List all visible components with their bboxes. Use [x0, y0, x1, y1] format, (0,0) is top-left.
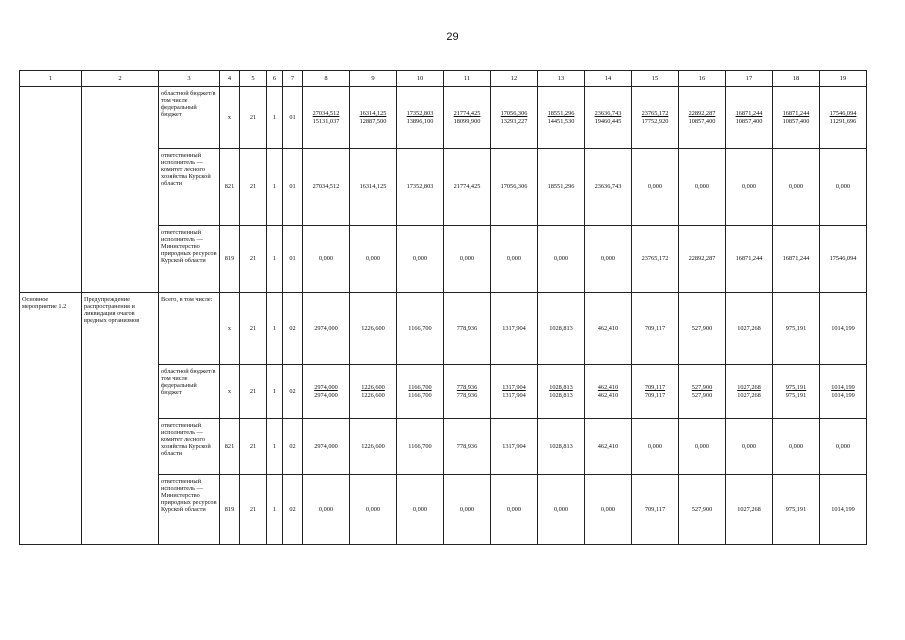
value-line: 17352,803 — [406, 183, 434, 191]
value-cell — [397, 87, 444, 149]
value-line: 16871,244 — [782, 255, 810, 263]
value-cell — [444, 365, 491, 419]
value-line: 10857,400 — [782, 117, 810, 125]
value-cell — [538, 293, 585, 365]
column-header: 12 — [491, 71, 538, 87]
funding-source-label: ответственный исполнитель — комитет лесного хозяйства Курской области — [159, 149, 220, 226]
column-header: 10 — [397, 71, 444, 87]
value-cell — [538, 365, 585, 419]
value-line: 1027,268 — [737, 384, 761, 392]
value-cell — [397, 149, 444, 226]
value-line: 1226,600 — [361, 442, 385, 450]
value-cell — [538, 226, 585, 293]
value-line: 2974,000 — [314, 442, 338, 450]
value-cell — [538, 475, 585, 545]
value-cell — [444, 475, 491, 545]
value-line: 1028,813 — [549, 384, 573, 392]
value-cell — [632, 475, 679, 545]
value-cell — [773, 293, 820, 365]
value-cell — [679, 226, 726, 293]
table-header-row — [20, 71, 867, 87]
column-header: 19 — [820, 71, 867, 87]
funding-source-label: Всего, в том числе: — [159, 293, 220, 365]
value-line: 19460,445 — [594, 117, 622, 125]
value-line: 0,000 — [694, 183, 710, 191]
value-line: 12887,500 — [359, 117, 387, 125]
value-line: 23636,743 — [594, 183, 622, 191]
value-line: 16314,125 — [359, 183, 387, 191]
value-line: 1226,600 — [361, 391, 385, 399]
value-line: 778,936 — [456, 324, 478, 332]
value-cell — [303, 293, 350, 365]
code-cell-c4: x — [220, 293, 240, 365]
value-cell — [303, 149, 350, 226]
value-line: 21774,425 — [453, 183, 481, 191]
value-line: 462,410 — [597, 391, 619, 399]
value-line: 13896,100 — [406, 117, 434, 125]
value-cell — [397, 226, 444, 293]
value-line: 709,117 — [644, 391, 666, 399]
group1-col1-cell — [20, 87, 82, 293]
value-cell — [632, 419, 679, 475]
value-line: 1014,199 — [831, 324, 855, 332]
value-line: 1166,700 — [408, 384, 432, 392]
value-cell — [679, 149, 726, 226]
value-cell — [820, 87, 867, 149]
value-line: 14451,530 — [547, 117, 575, 125]
value-line: 16314,125 — [359, 110, 387, 118]
value-line: 0,000 — [506, 255, 522, 263]
value-line: 16871,244 — [735, 110, 763, 118]
value-line: 709,117 — [644, 505, 666, 513]
code-cell-c6: 1 — [267, 87, 283, 149]
code-cell-c4: x — [220, 87, 240, 149]
value-line: 0,000 — [694, 442, 710, 450]
value-cell — [491, 365, 538, 419]
value-line: 527,900 — [691, 391, 713, 399]
value-line: 0,000 — [788, 442, 804, 450]
value-line: 17546,094 — [829, 110, 857, 118]
value-cell — [585, 149, 632, 226]
value-cell — [397, 365, 444, 419]
value-cell — [820, 419, 867, 475]
value-cell — [679, 475, 726, 545]
value-cell — [350, 226, 397, 293]
value-line: 1014,199 — [831, 391, 855, 399]
value-line: 1027,268 — [737, 505, 761, 513]
value-cell — [726, 293, 773, 365]
value-cell — [820, 226, 867, 293]
value-line: 975,191 — [785, 324, 807, 332]
value-line: 0,000 — [412, 255, 428, 263]
column-header: 14 — [585, 71, 632, 87]
value-cell — [820, 365, 867, 419]
value-cell — [350, 475, 397, 545]
value-line: 0,000 — [741, 183, 757, 191]
value-line: 0,000 — [788, 183, 804, 191]
code-cell-c5: 21 — [240, 365, 267, 419]
value-cell — [726, 365, 773, 419]
code-cell-c5: 21 — [240, 293, 267, 365]
value-cell — [773, 149, 820, 226]
value-line: 778,936 — [456, 384, 478, 392]
code-cell-c6: 1 — [267, 226, 283, 293]
value-line: 18099,900 — [453, 117, 481, 125]
code-cell-c4: 821 — [220, 419, 240, 475]
value-cell — [726, 226, 773, 293]
value-cell — [444, 419, 491, 475]
value-cell — [726, 87, 773, 149]
value-line: 778,936 — [456, 391, 478, 399]
value-line: 21774,425 — [453, 110, 481, 118]
code-cell-c5: 21 — [240, 475, 267, 545]
value-cell — [632, 87, 679, 149]
value-line: 527,900 — [691, 384, 713, 392]
value-cell — [773, 365, 820, 419]
value-line: 1027,268 — [737, 391, 761, 399]
value-line: 0,000 — [647, 442, 663, 450]
column-header: 1 — [20, 71, 82, 87]
value-line: 527,900 — [691, 505, 713, 513]
value-cell — [632, 149, 679, 226]
main-activity-label: Основное мероприятие 1.2 — [20, 293, 82, 545]
value-line: 27034,512 — [312, 110, 340, 118]
value-cell — [303, 365, 350, 419]
value-cell — [491, 475, 538, 545]
value-cell — [585, 365, 632, 419]
value-line: 0,000 — [741, 442, 757, 450]
column-header: 7 — [283, 71, 303, 87]
value-line: 0,000 — [412, 505, 428, 513]
value-cell — [585, 87, 632, 149]
value-cell — [397, 475, 444, 545]
value-line: 0,000 — [459, 505, 475, 513]
code-cell-c6: 1 — [267, 293, 283, 365]
value-cell — [726, 475, 773, 545]
code-cell-c7: 01 — [283, 149, 303, 226]
value-line: 1166,700 — [408, 324, 432, 332]
value-cell — [773, 226, 820, 293]
value-line: 975,191 — [785, 391, 807, 399]
value-cell — [350, 87, 397, 149]
value-line: 22892,287 — [688, 110, 716, 118]
value-line: 0,000 — [835, 442, 851, 450]
value-cell — [491, 149, 538, 226]
value-cell — [350, 293, 397, 365]
value-line: 1027,268 — [737, 324, 761, 332]
value-cell — [538, 419, 585, 475]
column-header: 4 — [220, 71, 240, 87]
value-cell — [538, 87, 585, 149]
value-line: 22892,287 — [688, 255, 716, 263]
value-cell — [444, 87, 491, 149]
column-header: 3 — [159, 71, 220, 87]
value-cell — [444, 293, 491, 365]
column-header: 8 — [303, 71, 350, 87]
code-cell-c4: 819 — [220, 475, 240, 545]
value-cell — [491, 293, 538, 365]
activity-description: Предупреждение распространения и ликвидация очагов вредных организмов — [82, 293, 159, 545]
column-header: 6 — [267, 71, 283, 87]
code-cell-c7: 01 — [283, 87, 303, 149]
table-row — [20, 87, 867, 149]
value-cell — [491, 419, 538, 475]
value-cell — [820, 149, 867, 226]
value-line: 0,000 — [553, 255, 569, 263]
value-line: 1317,904 — [502, 324, 526, 332]
value-cell — [491, 226, 538, 293]
value-cell — [350, 365, 397, 419]
value-line: 1014,199 — [831, 384, 855, 392]
value-line: 1028,813 — [549, 391, 573, 399]
code-cell-c7: 02 — [283, 475, 303, 545]
value-cell — [350, 419, 397, 475]
value-cell — [773, 87, 820, 149]
value-cell — [773, 419, 820, 475]
funding-source-label: ответственный исполнитель — Министерство природных ресурсов Курской области — [159, 475, 220, 545]
code-cell-c5: 21 — [240, 419, 267, 475]
code-cell-c7: 01 — [283, 226, 303, 293]
code-cell-c6: 1 — [267, 149, 283, 226]
code-cell-c7: 02 — [283, 419, 303, 475]
value-line: 0,000 — [318, 255, 334, 263]
value-line: 0,000 — [459, 255, 475, 263]
value-line: 23636,743 — [594, 110, 622, 118]
value-cell — [397, 293, 444, 365]
value-cell — [397, 419, 444, 475]
column-header: 16 — [679, 71, 726, 87]
value-line: 10857,400 — [688, 117, 716, 125]
value-line: 1028,813 — [549, 442, 573, 450]
value-cell — [444, 226, 491, 293]
group1-col2-cell — [82, 87, 159, 293]
funding-source-label: областной бюджет/в том числе федеральный бюджет — [159, 365, 220, 419]
code-cell-c4: x — [220, 365, 240, 419]
code-cell-c6: 1 — [267, 419, 283, 475]
value-line: 778,936 — [456, 442, 478, 450]
value-line: 15131,037 — [312, 117, 340, 125]
code-cell-c6: 1 — [267, 475, 283, 545]
value-line: 1028,813 — [549, 324, 573, 332]
value-line: 1317,904 — [502, 442, 526, 450]
value-line: 462,410 — [597, 324, 619, 332]
value-line: 1166,700 — [408, 442, 432, 450]
value-line: 27034,512 — [312, 183, 340, 191]
value-line: 462,410 — [597, 384, 619, 392]
column-header: 2 — [82, 71, 159, 87]
value-line: 2974,000 — [314, 324, 338, 332]
value-cell — [820, 293, 867, 365]
value-cell — [491, 87, 538, 149]
value-line: 0,000 — [835, 183, 851, 191]
value-line: 527,900 — [691, 324, 713, 332]
value-line: 23765,172 — [641, 255, 669, 263]
value-cell — [303, 226, 350, 293]
value-line: 1226,600 — [361, 324, 385, 332]
table-row — [20, 293, 867, 365]
value-line: 10857,400 — [735, 117, 763, 125]
value-cell — [679, 419, 726, 475]
value-line: 17752,920 — [641, 117, 669, 125]
value-line: 17352,803 — [406, 110, 434, 118]
value-cell — [679, 365, 726, 419]
value-cell — [820, 475, 867, 545]
value-line: 462,410 — [597, 442, 619, 450]
value-line: 0,000 — [647, 183, 663, 191]
value-line: 17056,306 — [500, 110, 528, 118]
value-line: 1014,199 — [831, 505, 855, 513]
value-line: 709,117 — [644, 324, 666, 332]
code-cell-c4: 819 — [220, 226, 240, 293]
code-cell-c4: 821 — [220, 149, 240, 226]
column-header: 15 — [632, 71, 679, 87]
value-line: 1317,904 — [502, 384, 526, 392]
value-cell — [538, 149, 585, 226]
value-cell — [585, 226, 632, 293]
value-cell — [726, 419, 773, 475]
value-cell — [773, 475, 820, 545]
value-line: 0,000 — [365, 505, 381, 513]
value-cell — [726, 149, 773, 226]
value-cell — [585, 419, 632, 475]
value-cell — [632, 293, 679, 365]
column-header: 9 — [350, 71, 397, 87]
value-line: 17546,094 — [829, 255, 857, 263]
value-cell — [585, 293, 632, 365]
budget-table — [19, 70, 867, 545]
value-line: 18551,296 — [547, 183, 575, 191]
column-header: 5 — [240, 71, 267, 87]
value-cell — [632, 365, 679, 419]
value-line: 0,000 — [318, 505, 334, 513]
value-line: 0,000 — [506, 505, 522, 513]
value-line: 17056,306 — [500, 183, 528, 191]
value-cell — [679, 293, 726, 365]
code-cell-c5: 21 — [240, 226, 267, 293]
funding-source-label: областной бюджет/в том числе федеральный бюджет — [159, 87, 220, 149]
column-header: 13 — [538, 71, 585, 87]
value-line: 0,000 — [553, 505, 569, 513]
value-cell — [444, 149, 491, 226]
value-cell — [303, 475, 350, 545]
value-line: 0,000 — [600, 255, 616, 263]
value-line: 975,191 — [785, 505, 807, 513]
value-cell — [679, 87, 726, 149]
column-header: 17 — [726, 71, 773, 87]
page-number: 29 — [446, 31, 459, 43]
value-cell — [303, 87, 350, 149]
value-line: 1317,904 — [502, 391, 526, 399]
value-line: 2974,000 — [314, 391, 338, 399]
code-cell-c6: 1 — [267, 365, 283, 419]
value-line: 18551,296 — [547, 110, 575, 118]
code-cell-c5: 21 — [240, 87, 267, 149]
column-header: 18 — [773, 71, 820, 87]
value-line: 11291,696 — [829, 117, 857, 125]
value-line: 16871,244 — [782, 110, 810, 118]
value-cell — [632, 226, 679, 293]
value-cell — [350, 149, 397, 226]
value-line: 975,191 — [785, 384, 807, 392]
value-line: 0,000 — [365, 255, 381, 263]
funding-source-label: ответственный исполнитель — комитет лесного хозяйства Курской области — [159, 419, 220, 475]
value-line: 709,117 — [644, 384, 666, 392]
value-line: 0,000 — [600, 505, 616, 513]
value-cell — [585, 475, 632, 545]
column-header: 11 — [444, 71, 491, 87]
code-cell-c7: 02 — [283, 293, 303, 365]
value-line: 13293,227 — [500, 117, 528, 125]
funding-source-label: ответственный исполнитель — Министерство природных ресурсов Курской области — [159, 226, 220, 293]
value-line: 16871,244 — [735, 255, 763, 263]
code-cell-c5: 21 — [240, 149, 267, 226]
value-line: 2974,000 — [314, 384, 338, 392]
value-line: 23765,172 — [641, 110, 669, 118]
value-cell — [303, 419, 350, 475]
code-cell-c7: 02 — [283, 365, 303, 419]
value-line: 1166,700 — [408, 391, 432, 399]
value-line: 1226,600 — [361, 384, 385, 392]
